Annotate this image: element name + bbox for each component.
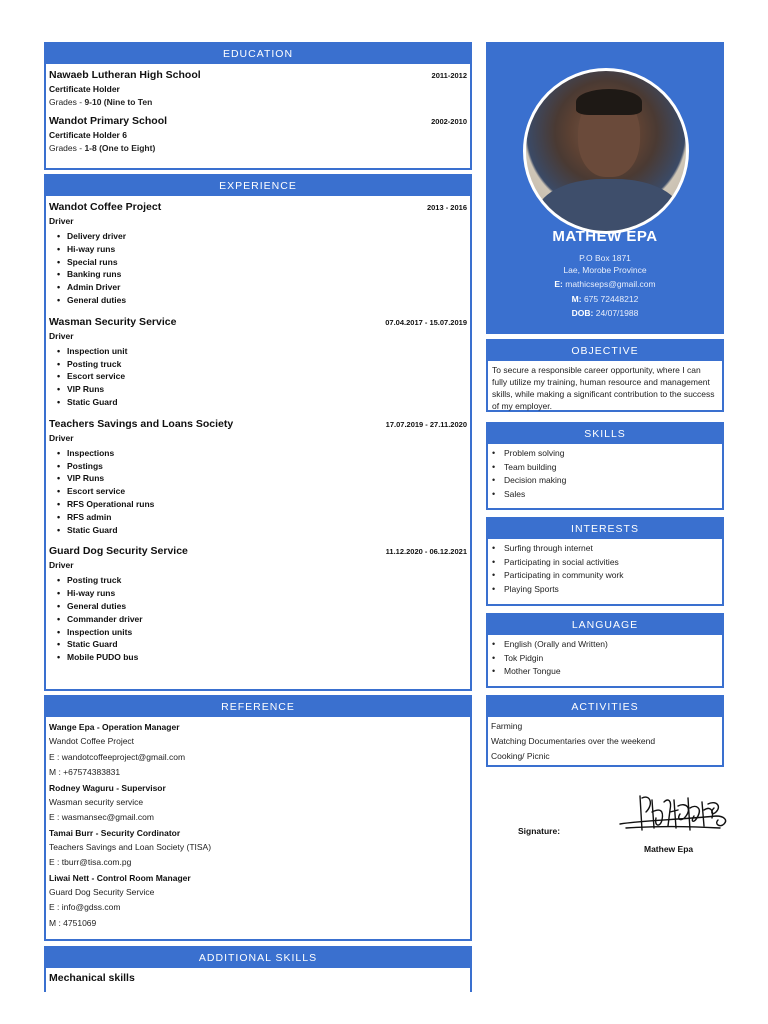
reference-line: Wandot Coffee Project bbox=[49, 736, 135, 746]
activities-section bbox=[486, 695, 724, 767]
profile-email: E: mathicseps@gmail.com bbox=[554, 279, 656, 289]
job-date: 2013 - 2016 bbox=[426, 203, 467, 212]
education-header: EDUCATION bbox=[46, 44, 470, 64]
duty-item: • Inspections bbox=[57, 447, 467, 460]
job-entry bbox=[46, 545, 470, 664]
job-date: 17.07.2019 - 27.11.2020 bbox=[385, 419, 467, 429]
reference-header: REFERENCE bbox=[46, 697, 470, 717]
activity-item: Farming bbox=[491, 721, 523, 731]
language-section bbox=[486, 613, 724, 688]
reference-line: Guard Dog Security Service bbox=[49, 886, 155, 897]
language-item: • Mother Tongue bbox=[492, 665, 722, 679]
reference-email: E : tburr@tisa.com.pg bbox=[49, 857, 132, 867]
duty-item: • General duties bbox=[57, 600, 467, 613]
duty-item: • VIP Runs bbox=[57, 383, 467, 396]
profile-address-1: P.O Box 1871 bbox=[579, 253, 631, 263]
reference-name: Rodney Waguru - Supervisor bbox=[49, 782, 166, 793]
duty-item: • Hi-way runs bbox=[57, 587, 467, 600]
duty-item: • Posting truck bbox=[57, 358, 467, 371]
company-name: Guard Dog Security Service bbox=[49, 545, 188, 558]
skill-item: • Decision making bbox=[492, 474, 722, 488]
profile-panel bbox=[486, 42, 724, 334]
signature-image bbox=[616, 790, 736, 842]
job-role: Driver bbox=[49, 432, 74, 443]
duty-item: • Admin Driver bbox=[57, 281, 467, 294]
language-item: • English (Orally and Written) bbox=[492, 638, 722, 652]
education-date: 2002-2010 bbox=[431, 117, 467, 126]
duty-item: • Escort service bbox=[57, 485, 467, 498]
interest-item: • Participating in community work bbox=[492, 569, 722, 583]
job-entry bbox=[46, 418, 470, 537]
job-date: 11.12.2020 - 06.12.2021 bbox=[385, 547, 467, 557]
education-entry bbox=[46, 69, 470, 107]
duty-item: • Posting truck bbox=[57, 574, 467, 587]
duty-item: • Banking runs bbox=[57, 268, 467, 281]
objective-section bbox=[486, 339, 724, 412]
company-name: Wasman Security Service bbox=[49, 315, 177, 328]
skills-header: SKILLS bbox=[488, 424, 722, 444]
interests-list bbox=[488, 542, 722, 596]
reference-name: Tamai Burr - Security Cordinator bbox=[49, 827, 181, 838]
duty-item: • Static Guard bbox=[57, 396, 467, 409]
language-item: • Tok Pidgin bbox=[492, 652, 722, 666]
job-role: Driver bbox=[49, 216, 74, 226]
language-list bbox=[488, 638, 722, 679]
duty-item: • Mobile PUDO bus bbox=[57, 651, 467, 664]
duty-list bbox=[49, 447, 467, 537]
reference-name: Liwai Nett - Control Room Manager bbox=[49, 872, 191, 883]
reference-mobile: M : 4751069 bbox=[49, 917, 97, 928]
duty-item: • Delivery driver bbox=[57, 230, 467, 243]
interests-section bbox=[486, 517, 724, 606]
duty-item: • RFS admin bbox=[57, 511, 467, 524]
duty-item: • Static Guard bbox=[57, 638, 467, 651]
duty-item: • Hi-way runs bbox=[57, 243, 467, 256]
interest-item: • Participating in social activities bbox=[492, 556, 722, 570]
job-date: 07.04.2017 - 15.07.2019 bbox=[385, 317, 467, 327]
duty-item: • Inspection unit bbox=[57, 345, 467, 358]
interest-item: • Surfing through internet bbox=[492, 542, 722, 556]
duty-list bbox=[49, 345, 467, 409]
school-name: Nawaeb Lutheran High School bbox=[49, 69, 201, 81]
reference-email: E : wasmansec@gmail.com bbox=[49, 812, 154, 822]
school-name: Wandot Primary School bbox=[49, 115, 168, 127]
reference-mobile: M : +67574383831 bbox=[49, 767, 121, 777]
additional-skill-item: Mechanical skills bbox=[49, 972, 135, 984]
education-entry bbox=[46, 115, 470, 153]
reference-entry bbox=[46, 720, 470, 781]
reference-line: Teachers Savings and Loan Society (TISA) bbox=[49, 841, 212, 852]
additional-skills-header: ADDITIONAL SKILLS bbox=[46, 948, 470, 968]
objective-header: OBJECTIVE bbox=[488, 341, 722, 361]
reference-section bbox=[44, 695, 472, 941]
reference-name: Wange Epa - Operation Manager bbox=[49, 722, 180, 732]
skills-list bbox=[488, 447, 722, 501]
job-role: Driver bbox=[49, 330, 74, 341]
reference-entry bbox=[46, 781, 470, 826]
education-section bbox=[44, 42, 472, 170]
duty-item: • Escort service bbox=[57, 370, 467, 383]
education-date: 2011-2012 bbox=[431, 71, 467, 80]
duty-list bbox=[49, 230, 467, 307]
duty-item: • Inspection units bbox=[57, 626, 467, 639]
duty-item: • General duties bbox=[57, 294, 467, 307]
activity-item: Cooking/ Picnic bbox=[491, 751, 550, 761]
signature-label: Signature: bbox=[518, 826, 561, 836]
grades: Grades - 1-8 (One to Eight) bbox=[49, 143, 156, 153]
company-name: Teachers Savings and Loans Society bbox=[49, 417, 234, 430]
job-entry bbox=[46, 201, 470, 307]
certificate: Certificate Holder 6 bbox=[49, 130, 127, 140]
profile-address-2: Lae, Morobe Province bbox=[563, 265, 647, 275]
duty-item: • VIP Runs bbox=[57, 472, 467, 485]
interests-header: INTERESTS bbox=[488, 519, 722, 539]
profile-mobile: M: 675 72448212 bbox=[571, 294, 639, 304]
skill-item: • Problem solving bbox=[492, 447, 722, 461]
job-entry bbox=[46, 316, 470, 409]
experience-header: EXPERIENCE bbox=[46, 176, 470, 196]
duty-item: • Commander driver bbox=[57, 613, 467, 626]
grades: Grades - 9-10 (Nine to Ten bbox=[49, 97, 153, 107]
duty-item: • Postings bbox=[57, 460, 467, 473]
company-name: Wandot Coffee Project bbox=[49, 201, 162, 213]
activity-item: Watching Documentaries over the weekend bbox=[491, 736, 656, 746]
duty-item: • RFS Operational runs bbox=[57, 498, 467, 511]
reference-email: E : wandotcoffeeproject@gmail.com bbox=[49, 751, 186, 762]
profile-name: MATHEW EPA bbox=[552, 228, 658, 245]
reference-entry bbox=[46, 826, 470, 871]
skill-item: • Team building bbox=[492, 461, 722, 475]
additional-skills-section bbox=[44, 946, 472, 992]
duty-item: • Static Guard bbox=[57, 524, 467, 537]
experience-section bbox=[44, 174, 472, 691]
certificate: Certificate Holder bbox=[49, 84, 120, 94]
profile-photo bbox=[523, 68, 689, 234]
skills-section bbox=[486, 422, 724, 510]
signature-name: Mathew Epa bbox=[644, 844, 694, 854]
objective-text: To secure a responsible career opportunity, where I can fully utilize my training, human resource and management skills, while making a significant contribution to the success of my employer. bbox=[492, 365, 715, 411]
duty-item: • Special runs bbox=[57, 256, 467, 269]
language-header: LANGUAGE bbox=[488, 615, 722, 635]
reference-line: Wasman security service bbox=[49, 796, 144, 807]
activities-header: ACTIVITIES bbox=[488, 697, 722, 717]
profile-dob: DOB: 24/07/1988 bbox=[571, 308, 639, 318]
job-role: Driver bbox=[49, 560, 74, 571]
reference-entry bbox=[46, 871, 470, 932]
interest-item: • Playing Sports bbox=[492, 583, 722, 597]
duty-list bbox=[49, 574, 467, 664]
reference-email: E : info@gdss.com bbox=[49, 902, 121, 912]
skill-item: • Sales bbox=[492, 488, 722, 502]
